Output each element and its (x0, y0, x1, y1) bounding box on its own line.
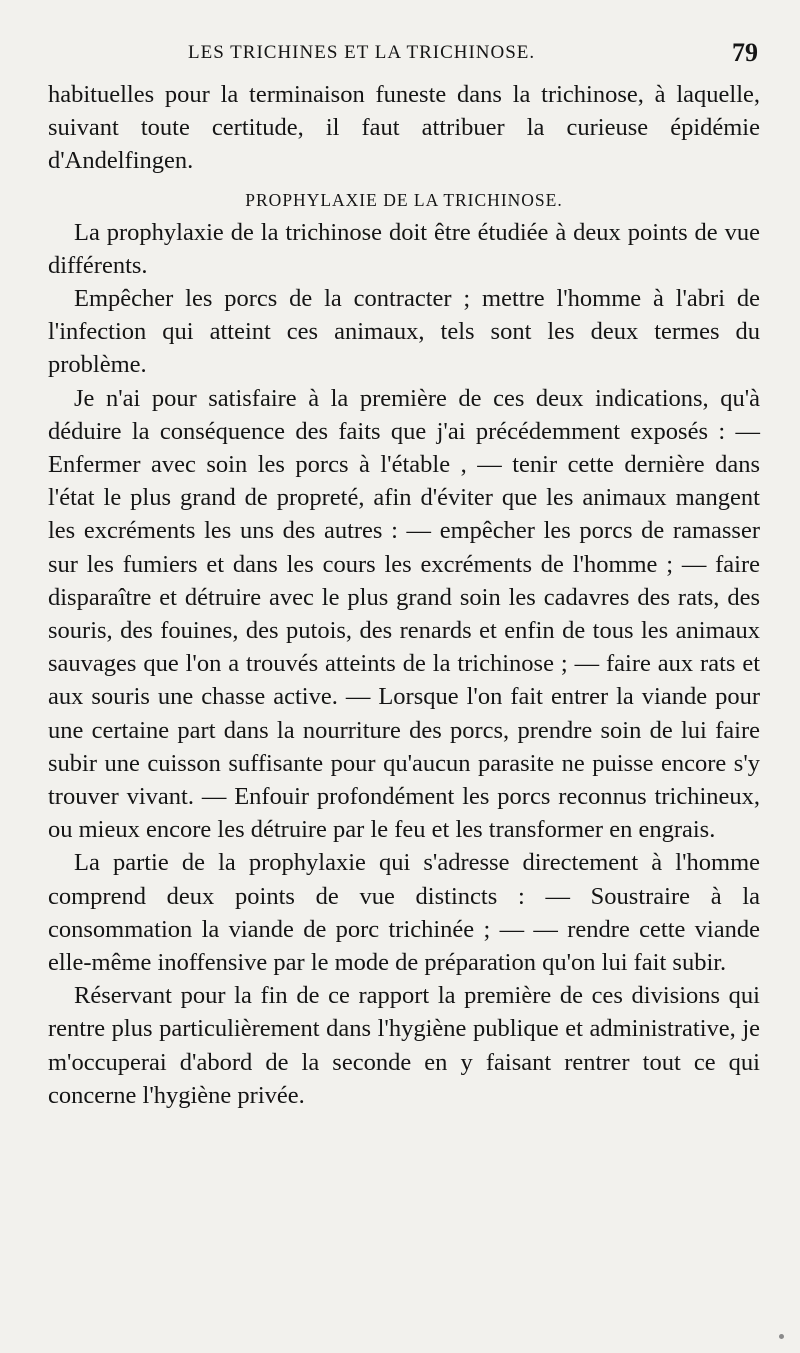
paragraph-5: Réservant pour la fin de ce rapport la première de ces divisions qui rentre plus particulièrement dans l'hygiène publique et administrative, je m'occuperai d'abord de la seconde en y faisant rentrer tout ce qui concerne l'hygiène privée. (48, 982, 760, 1109)
section-heading: PROPHYLAXIE DE LA TRICHINOSE. (245, 189, 563, 210)
page-number: 79 (732, 38, 758, 67)
paragraph-3: Je n'ai pour satisfaire à la première de ces deux indications, qu'à déduire la conséquence des faits que j'ai précédemment exposés : — Enfermer avec soin les porcs à l'étable , — tenir cette dernière dans l'état le plus grand de propreté, afin d'éviter que les animaux mangent les excréments les uns des autres : — empêcher les porcs de ramasser sur les fumiers et dans les cours les excréments de l'homme ; — faire disparaître et détruire avec le plus grand soin les cadavres des rats, des souris, des fouines, des putois, des renards et enfin de tous les animaux sauvages que l'on a trouvés atteints de la trichinose ; — faire aux rats et aux souris une chasse active. — Lorsque l'on fait entrer la viande pour une certaine part dans la nourriture des porcs, prendre soin de lui faire subir une cuisson suffisante pour qu'aucun parasite ne puisse encore s'y trouver vivant. — Enfouir profondément les porcs reconnus trichineux, ou mieux encore les détruire par le feu et les transformer en engrais. (48, 384, 760, 844)
running-header (48, 38, 760, 78)
body-text (48, 78, 760, 1112)
ink-speck (779, 1334, 784, 1339)
paragraph-4: La partie de la prophylaxie qui s'adresse directement à l'homme comprend deux points de vue distincts : — Soustraire à la consommation la viande de porc trichinée ; — — rendre cette viande elle-même inoffensive par le mode de préparation qu'on lui fait subir. (48, 849, 760, 977)
running-title: LES TRICHINES ET LA TRICHINOSE. (188, 42, 536, 63)
paragraph-1: La prophylaxie de la trichinose doit être étudiée à deux points de vue différents. (48, 218, 760, 279)
paragraph-2: Empêcher les porcs de la contracter ; mettre l'homme à l'abri de l'infection qui atteint ces animaux, tels sont les deux termes du problème. (48, 285, 760, 379)
continued-paragraph: habituelles pour la terminaison funeste dans la trichinose, à laquelle, suivant toute certitude, il faut attribuer la curieuse épidémie d'Andelfingen. (48, 81, 760, 175)
